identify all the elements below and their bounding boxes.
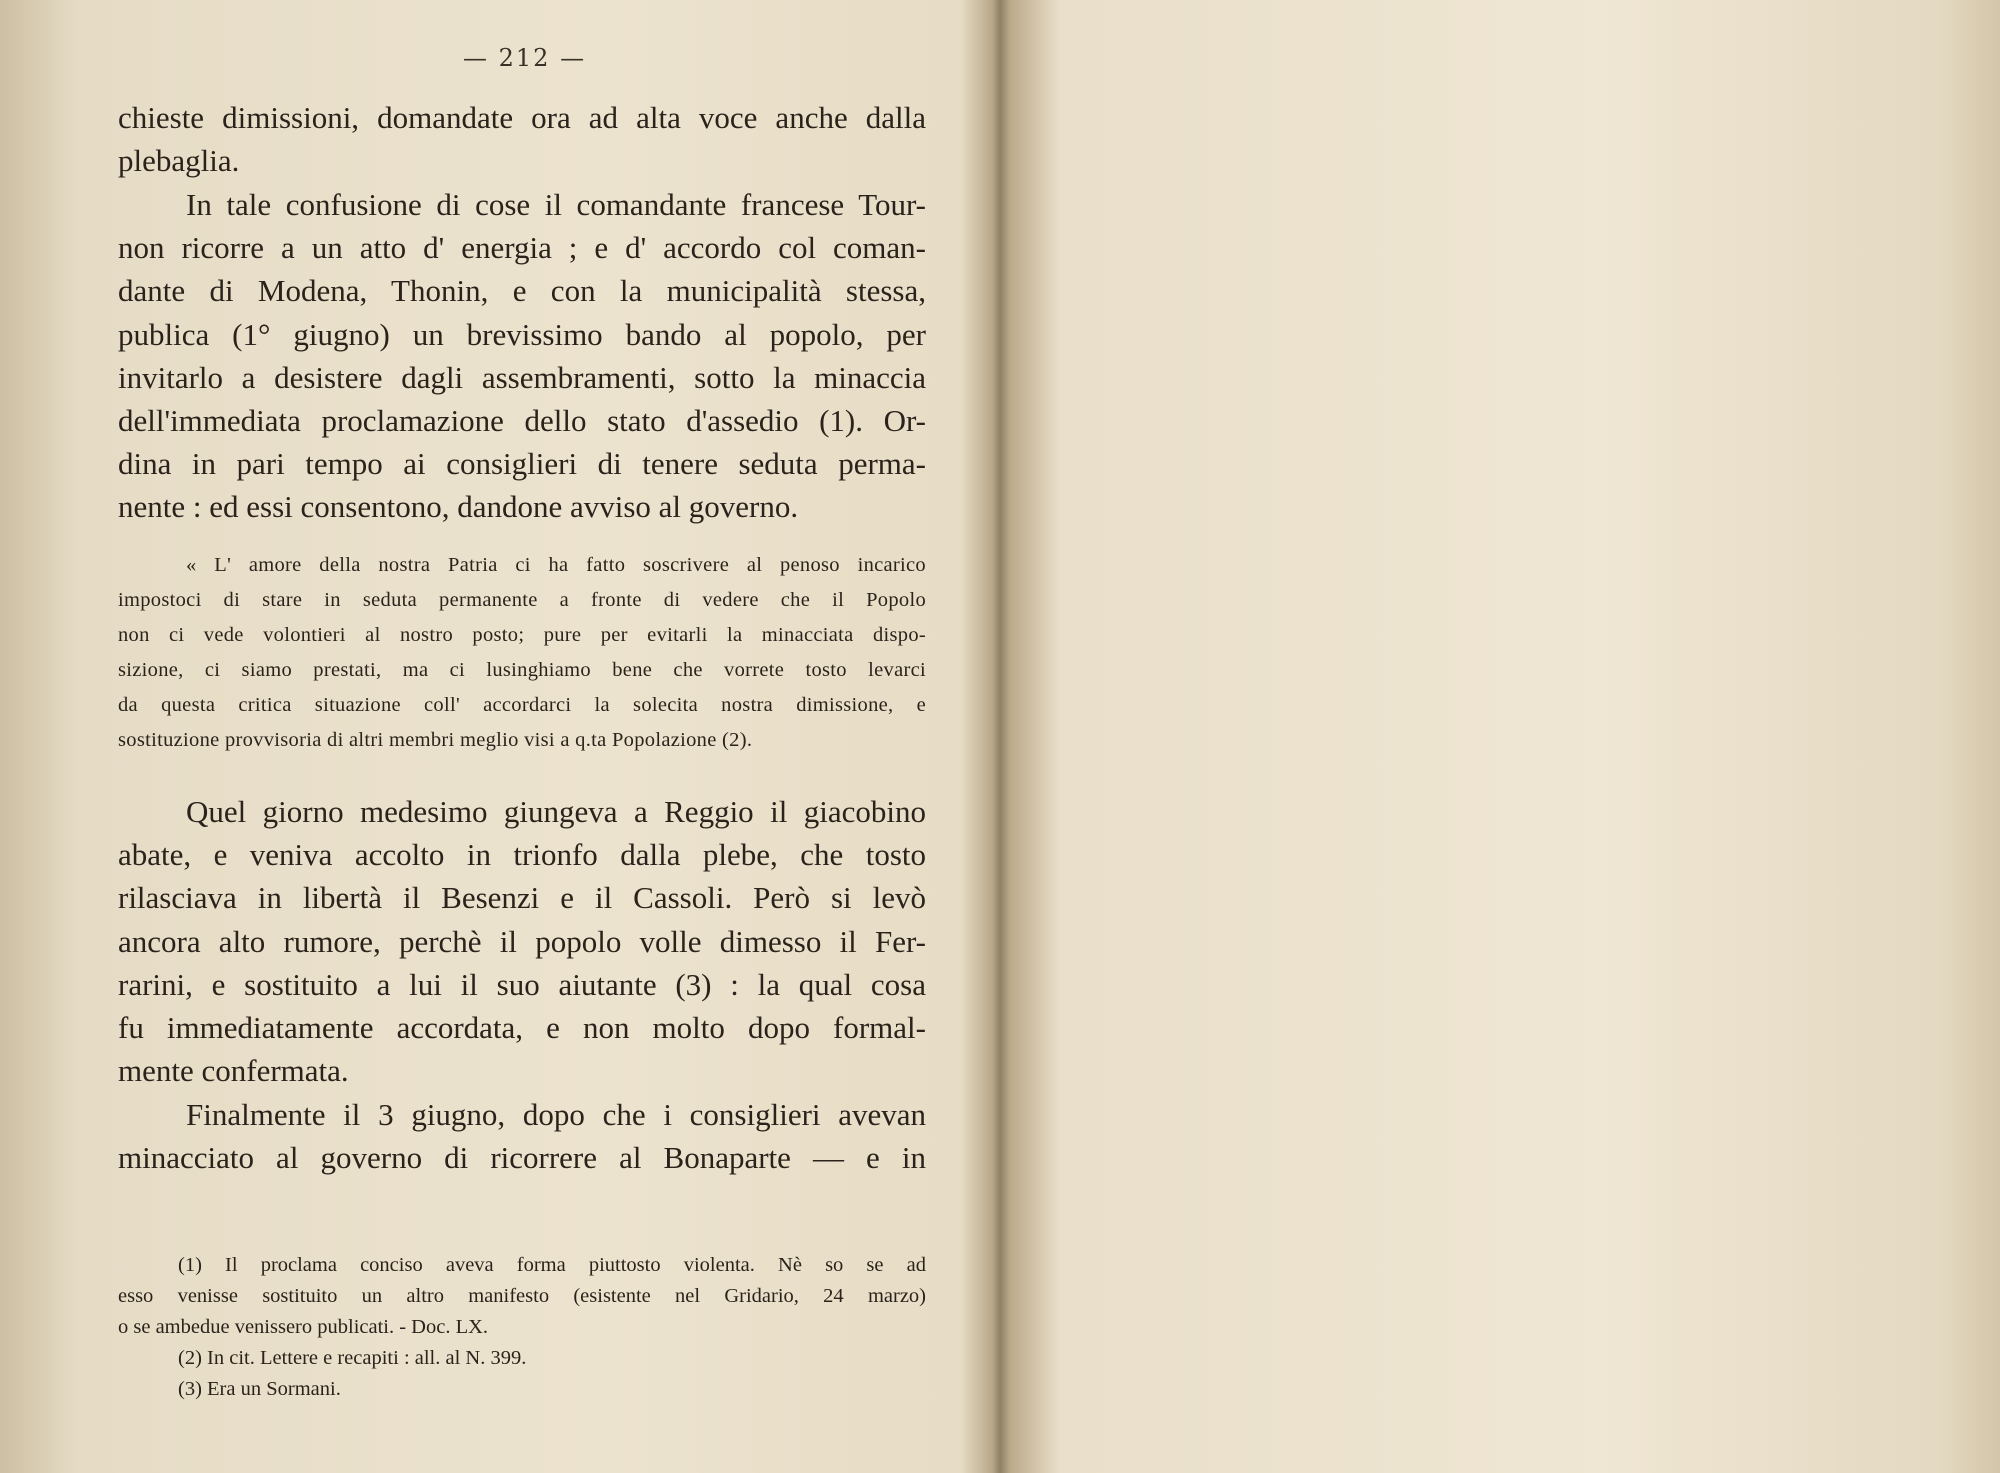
text-line: dina in pari tempo ai consiglieri di tenere seduta perma- <box>118 446 926 482</box>
quote-line: impostoci di stare in seduta permanente a fronte di vedere che il Popolo <box>118 589 926 611</box>
footnotes <box>118 1250 926 1405</box>
text-line: plebaglia. <box>118 143 240 179</box>
footnote-line: (2) In cit. Lettere e recapiti : all. al N. 399. <box>178 1347 527 1369</box>
page-number: — 212 — <box>463 44 587 72</box>
text-line: chieste dimissioni, domandate ora ad alta voce anche dalla <box>118 100 926 135</box>
quote-line: « L' amore della nostra Patria ci ha fatto soscrivere al penoso incarico <box>186 554 926 576</box>
paragraph <box>118 96 926 182</box>
footnote-line: esso venisse sostituito un altro manifesto (esistente nel Gridario, 24 marzo) <box>118 1285 926 1307</box>
text-line: non ricorre a un atto d' energia ; e d' accordo col coman- <box>118 230 926 266</box>
text-line: publica (1° giugno) un brevissimo bando al popolo, per <box>118 316 926 352</box>
paragraph <box>118 790 926 1092</box>
paragraph <box>118 183 926 529</box>
text-line: Finalmente il 3 giugno, dopo che i consiglieri avevan <box>186 1097 926 1132</box>
text-line: Quel giorno medesimo giungeva a Reggio il giacobino <box>186 794 926 829</box>
text-line: rarini, e sostituito a lui il suo aiutante (3) : la qual cosa <box>118 966 926 1002</box>
footnote-line: o se ambedue venissero publicati. - Doc. LX. <box>118 1316 489 1338</box>
text-line: minacciato al governo di ricorrere al Bonaparte — e in <box>118 1140 926 1176</box>
quote-line: sostituzione provvisoria di altri membri meglio visi a q.ta Popolazione (2). <box>118 729 753 751</box>
footnote-line: (1) Il proclama conciso aveva forma piuttosto violenta. Nè so se ad <box>178 1254 926 1276</box>
text-line: fu immediatamente accordata, e non molto dopo formal- <box>118 1010 926 1046</box>
left-page <box>0 0 985 1473</box>
quote-line: da questa critica situazione coll' accordarci la solecita nostra dimissione, e <box>118 694 926 716</box>
text-line: rilasciava in libertà il Besenzi e il Cassoli. Però si levò <box>118 880 926 916</box>
paragraph <box>118 1093 926 1179</box>
text-line: ancora alto rumore, perchè il popolo volle dimesso il Fer- <box>118 923 926 959</box>
text-line: invitarlo a desistere dagli assembramenti, sotto la minaccia <box>118 359 926 395</box>
right-page <box>1005 0 2000 1473</box>
text-line: abate, e veniva accolto in trionfo dalla plebe, che tosto <box>118 837 926 873</box>
footnote-line: (3) Era un Sormani. <box>178 1378 341 1400</box>
text-line: In tale confusione di cose il comandante francese Tour- <box>186 187 926 222</box>
text-line: mente confermata. <box>118 1053 349 1089</box>
text-line: dante di Modena, Thonin, e con la municipalità stessa, <box>118 273 926 309</box>
text-line: nente : ed essi consentono, dandone avviso al governo. <box>118 489 799 525</box>
text-line: dell'immediata proclamazione dello stato d'assedio (1). Or- <box>118 403 926 439</box>
quote-line: sizione, ci siamo prestati, ma ci lusinghiamo bene che vorrete tosto levarci <box>118 659 926 681</box>
quote-line: non ci vede volontieri al nostro posto; pure per evitarli la minacciata dispo- <box>118 624 926 646</box>
block-quote <box>118 548 926 758</box>
